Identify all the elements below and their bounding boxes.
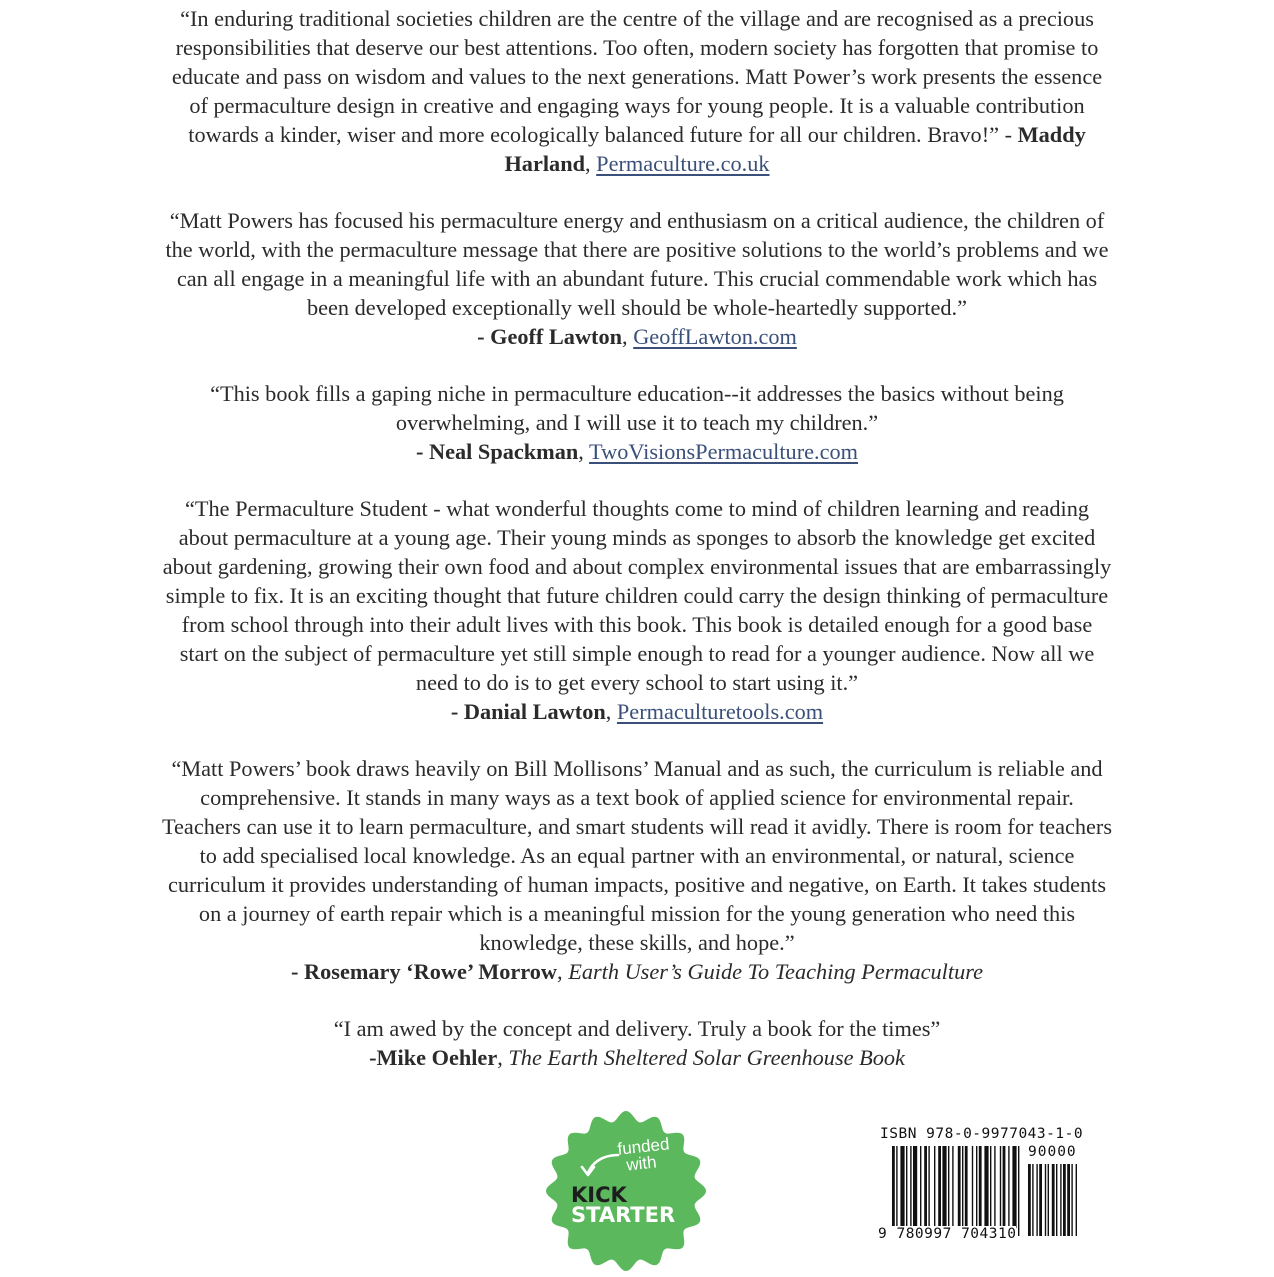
addon-bar [1045,1164,1046,1236]
quote-author: Maddy Harland [504,122,1086,176]
quote-text: “I am awed by the concept and delivery. Truly a book for the times” [333,1016,941,1041]
barcode-bar [1003,1146,1006,1228]
barcode-bar [938,1146,941,1228]
source-book-title: The Earth Sheltered Solar Greenhouse Book [508,1045,905,1070]
barcode-bar [1008,1146,1009,1228]
barcode-bar [892,1146,895,1236]
testimonials [160,4,1114,1100]
barcode-bar [896,1146,897,1236]
barcode-bar [934,1146,935,1228]
quote-text: “In enduring traditional societies children are the centre of the village and are recognised as a precious responsibilities that deserve our best attentions. Too often, modern society has forgotten that promise to educate and pass on wisdom and values to the next generations. Matt Power’s work presents the essence of permaculture design in creative and engaging ways for young people. It is a valuable contribution towards a kinder, wiser and more ecologically balanced future for all our children. Bravo!” - [171,6,1103,147]
barcode-bar [990,1146,991,1228]
barcode-bar [994,1146,995,1228]
quote-text: “The Permaculture Student - what wonderful thoughts come to mind of children learning and reading about permaculture at a young age. Their young minds as sponges to absorb the knowledge get excited about gardening, growing their own food and about complex environmental issues that are embarrassingly simple to fix. It is an exciting thought that future children could carry the design thinking of permaculture from school through into their adult lives with this book. This book is detailed enough for a good base start on the subject of permaculture yet still simple enough to read for a younger audience. Now all we need to do is to get every school to start using it.” [162,496,1112,695]
barcode-bar [952,1146,953,1228]
separator: , [585,151,597,176]
author-website-link[interactable]: TwoVisionsPermaculture.com [589,439,858,464]
barcode-bar [1018,1146,1019,1236]
separator: , [578,439,590,464]
separator: , [497,1045,509,1070]
quote-author: -Mike Oehler [369,1045,498,1070]
testimonial-rosemary-morrow [160,754,1114,986]
ean-digits: 9 780997 704310 [878,1226,1017,1242]
isbn-number: ISBN 978-0-9977043-1-0 [880,1126,1084,1142]
barcode-bar [913,1146,917,1228]
addon-bar [1036,1164,1037,1236]
quote-text: “This book fills a gaping niche in permaculture education--it addresses the basics without being overwhelming, and I will use it to teach my children.” [210,381,1064,435]
separator: , [557,959,569,984]
barcode-bar [928,1146,929,1228]
barcode-bar [976,1146,977,1228]
barcode-bar [979,1146,982,1228]
badge-funded-text: funded [616,1134,671,1159]
quote-text: “Matt Powers’ book draws heavily on Bill Mollisons’ Manual and as such, the curriculum is reliable and comprehensive. It stands in many ways as a text book of applied science for environmental repair. Teachers can use it to learn permaculture, and smart students will read it avidly. There is room for teachers to add specialised local knowledge. As an equal partner with an environmental, or natural, science curriculum it provides understanding of human impacts, positive and negative, on Earth. It takes students on a journey of earth repair which is a meaningful mission for the young generation who need this knowledge, these skills, and hope.” [161,756,1113,955]
barcode-bar [910,1146,911,1228]
quote-author: - Danial Lawton [450,699,606,724]
testimonial-geoff-lawton [160,206,1114,351]
separator: , [622,324,634,349]
addon-bar [1076,1164,1077,1236]
quote-author: - Neal Spackman [416,439,579,464]
quote-author: - Rosemary ‘Rowe’ Morrow [291,959,558,984]
barcode-bar [962,1146,963,1228]
addon-bar [1032,1164,1033,1236]
testimonial-neal-spackman [160,379,1114,466]
testimonial-harland [160,4,1114,178]
barcode-bar [984,1146,988,1228]
barcode-bar [1012,1146,1016,1228]
barcode-bar [972,1146,973,1228]
quote-author: - Geoff Lawton [477,324,623,349]
separator: , [605,699,617,724]
addon-bar [1048,1164,1049,1236]
kickstarter-badge [538,1107,714,1277]
testimonial-mike-oehler [160,1014,1114,1072]
barcode-bar [924,1146,927,1228]
kickstarter-wordmark-starter: STARTER [571,1203,676,1227]
barcode-bar [965,1146,968,1228]
author-website-link[interactable]: Permaculture.co.uk [596,151,770,176]
barcode-bar [900,1146,904,1228]
addon-bar [1028,1164,1031,1236]
quote-text: “Matt Powers has focused his permaculture energy and enthusiasm on a critical audience, the children of the world, with the permaculture message that there are positive solutions to the world’s problems and we can all engage in a meaningful life with an abundant future. This crucial commendable work which has been developed exceptionally well should be whole-heartedly supported.” [165,208,1109,320]
barcode-bar [942,1146,946,1228]
barcode-bar [1000,1146,1001,1228]
barcode-bar [906,1146,907,1228]
addon-bar [1056,1164,1057,1236]
barcode-bar [948,1146,949,1228]
kickstarter-seal-icon [538,1107,714,1275]
author-website-link[interactable]: Permaculturetools.com [616,699,824,724]
addon-bar [1071,1164,1072,1236]
barcode-bar [920,1146,921,1228]
isbn-barcode [878,1126,1092,1244]
addon-bar [1039,1164,1042,1236]
barcode-bar [958,1146,961,1228]
addon-bar [1060,1164,1061,1236]
kickstarter-wordmark-kick: KICK [571,1183,627,1207]
price-code: 90000 [1028,1144,1077,1160]
source-book-title: Earth User’s Guide To Teaching Permaculture [568,959,983,984]
addon-bar [1052,1164,1055,1236]
badge-with-text: with [625,1152,658,1175]
author-website-link[interactable]: GeoffLawton.com [633,324,797,349]
addon-bar [1067,1164,1070,1236]
addon-bar [1063,1164,1066,1236]
testimonial-danial-lawton [160,494,1114,726]
